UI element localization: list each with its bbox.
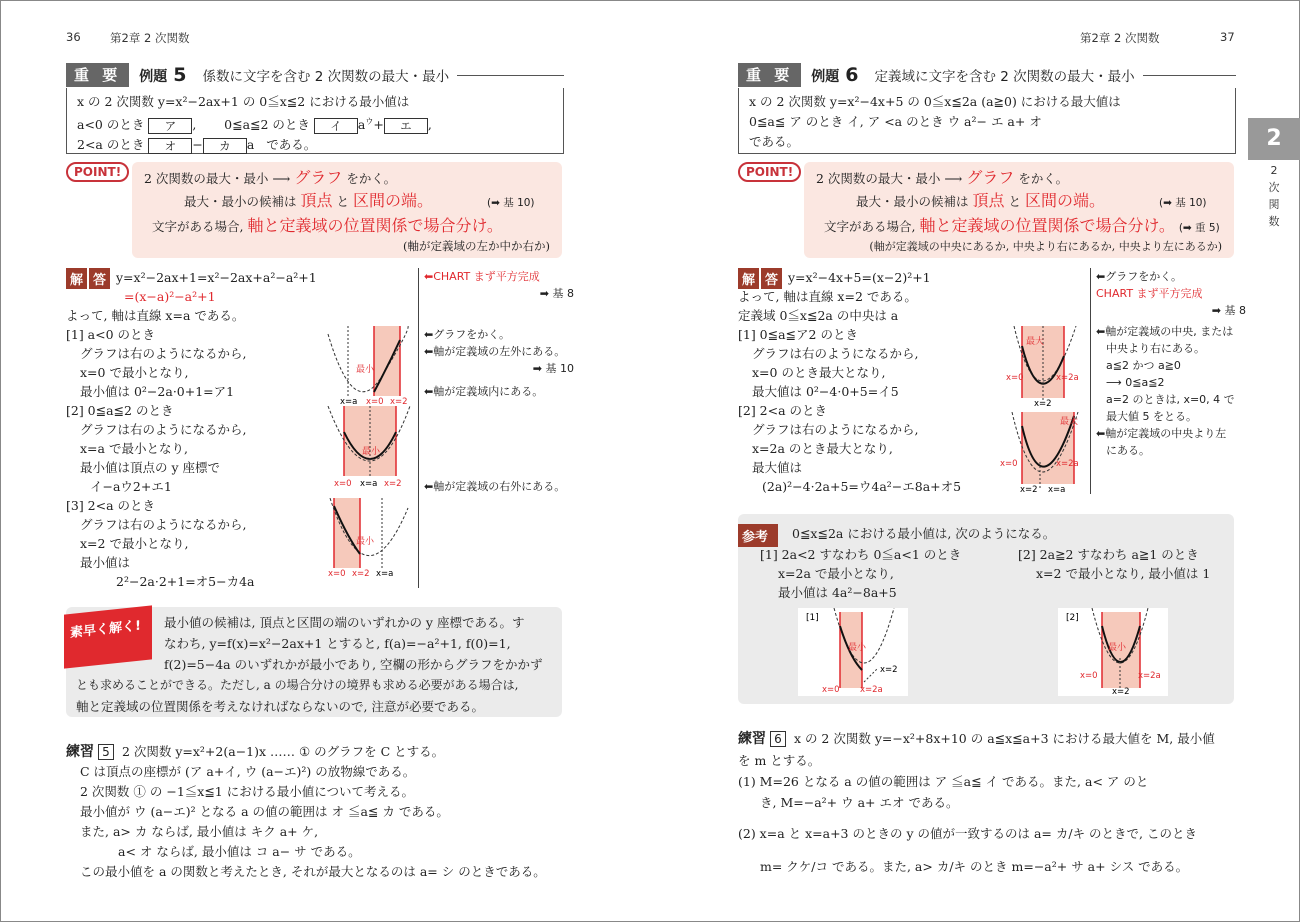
solution-line: [2] 2<a のとき	[738, 403, 828, 418]
graph-r-case2	[1000, 412, 1086, 496]
solution-line: x=2a のとき最大となり,	[752, 441, 893, 456]
question-line: 2<a のとき オ − カ a である。	[77, 137, 317, 153]
question-line: x の 2 次関数 y=x²−4x+5 の 0≦x≦2a (a≧0) における最大値は	[749, 94, 1121, 109]
graph-label: x=2	[384, 479, 402, 488]
question-line: である。	[749, 134, 800, 149]
note: ➡ 基 8	[1211, 304, 1246, 317]
note: ⬅軸が定義域の右外にある。	[424, 480, 566, 493]
drill-line: この最小値を a の関数と考えたとき, それが最大となるのは a= シ のときである。	[80, 864, 546, 879]
quick-solve-tag: 素早く解く!	[64, 605, 152, 668]
solution-line: [1] a<0 のとき	[66, 327, 156, 342]
drill-line: 練習 6 x の 2 次関数 y=−x²+8x+10 の a≦x≦a+3 における最大値を M, 最小値	[738, 731, 1215, 747]
graph-label: [2]	[1066, 613, 1079, 623]
graph-label: x=2a	[1056, 373, 1079, 383]
example-header-6	[738, 62, 1236, 88]
drill-line: m= クケ/コ である。また, a> カ/キ のとき m=−a²+ サ a+ シス である。	[760, 859, 1189, 874]
quick-solve-text	[76, 612, 556, 717]
graph-r-case1	[1006, 326, 1086, 410]
solution-line: グラフは右のようになるから,	[80, 517, 247, 532]
note: 最大値 5 をとる。	[1106, 410, 1197, 423]
point-tag: POINT!	[66, 162, 129, 182]
divider	[418, 268, 419, 588]
note: ⬅グラフをかく。	[1096, 270, 1182, 283]
margin-notes-5	[424, 268, 574, 495]
practice-5	[66, 742, 576, 882]
point-line: (軸が定義域の中央にあるか, 中央より右にあるか, 中央より左にあるか)	[869, 240, 1222, 253]
graph-label: x=2	[1112, 687, 1130, 696]
reference-line: x=2a で最小となり,	[778, 566, 894, 581]
graph-label: x=0	[1080, 671, 1098, 681]
solution-line: =(x−a)²−a²+1	[124, 289, 216, 304]
point-line: 2 次関数の最大・最小 ⟶ グラフ をかく。	[816, 168, 1069, 187]
note: ⬅軸が定義域の左外にある。	[424, 345, 566, 358]
point-tag: POINT!	[738, 162, 801, 182]
chapter-side-label: 2次関数	[1268, 164, 1280, 228]
drill-line: (1) M=26 となる a の値の範囲は ア ≦a≦ イ である。また, a< ア のと	[738, 774, 1149, 789]
graph-case2	[326, 406, 412, 488]
solution-line: [2] 0≦a≦2 のとき	[66, 403, 174, 418]
solution-line: x=0 で最小となり,	[80, 365, 189, 380]
example-header-5	[66, 62, 564, 88]
graph-case1	[326, 326, 412, 406]
reference-intro: 0≦x≦2a における最小値は, 次のようになる。	[792, 526, 1056, 541]
note: ⬅軸が定義域の中央より左	[1096, 427, 1227, 440]
example-label: 例題 6	[811, 64, 859, 86]
graph-label: x=2a	[1056, 459, 1079, 469]
graph-label: [1]	[806, 613, 819, 623]
solution-line: x=0 のとき最大となり,	[752, 365, 886, 380]
point-line: 最大・最小の候補は 頂点 と 区間の端。 (➡ 基 10)	[184, 191, 535, 210]
reference-line: x=2 で最小となり, 最小値は 1	[1036, 566, 1211, 581]
important-tag: 重 要	[66, 63, 129, 87]
graph-label: x=0	[1006, 373, 1024, 383]
graph-label: x=0	[334, 479, 352, 488]
graph-label: x=2	[1020, 485, 1038, 495]
solution-line: 2²−2a·2+1=オ5−カ4a	[116, 574, 255, 589]
graph-case3	[326, 498, 412, 578]
quick-line: 最小値の候補は, 頂点と区間の端のいずれかの y 座標である。す	[164, 615, 525, 630]
margin-notes-6	[1096, 268, 1246, 459]
example-title: 係数に文字を含む 2 次関数の最大・最小	[202, 69, 450, 85]
quick-line: 軸と定義域の位置関係を考えなければならないので, 注意が必要である。	[76, 699, 484, 714]
point-box	[804, 162, 1234, 258]
drill-line: また, a> カ ならば, 最小値は キク a+ ケ,	[80, 824, 319, 839]
solution-line: グラフは右のようになるから,	[80, 346, 247, 361]
solution-line: 最小値は頂点の y 座標で	[80, 460, 221, 475]
note: 中央より右にある。	[1106, 342, 1205, 355]
chapter-side-tab[interactable]: 2	[1248, 118, 1300, 160]
note: ➡ 基 10	[532, 362, 574, 375]
note: CHART まず平方完成	[1096, 287, 1203, 300]
graph-label: x=2a	[1138, 671, 1161, 681]
point-line: (軸が定義域の左か中か右か)	[403, 239, 550, 253]
note: a=2 のときは, x=0, 4 で	[1106, 393, 1235, 406]
drill-line: 練習 5 2 次関数 y=x²+2(a−1)x …… ① のグラフを C とする。	[66, 744, 445, 760]
note: ⬅グラフをかく。	[424, 328, 510, 341]
reference-line: 最小値は 4a²−8a+5	[778, 585, 897, 600]
solution-line: 最小値は 0²−2a·0+1=ア1	[80, 384, 235, 399]
solution-line: [1] 0≦a≦ア2 のとき	[738, 327, 858, 342]
reference-graph-1	[798, 608, 908, 696]
example-label: 例題 5	[139, 64, 187, 86]
point-line: 最大・最小の候補は 頂点 と 区間の端。 (➡ 基 10)	[856, 191, 1207, 210]
graph-label: x=a	[376, 569, 394, 578]
drill-line: き, M=−a²+ ウ a+ エオ である。	[760, 795, 959, 810]
solution-line: y=x²−4x+5=(x−2)²+1	[788, 270, 931, 285]
note: ⬅軸が定義域内にある。	[424, 385, 544, 398]
solution-line: 定義域 0≦x≦2a の中央は a	[738, 308, 899, 323]
note: ⬅軸が定義域の中央, または	[1096, 325, 1234, 338]
drill-line: 2 次関数 ① の −1≦x≦1 における最小値について考える。	[80, 784, 414, 799]
important-tag: 重 要	[738, 63, 801, 87]
note: にある。	[1106, 444, 1150, 457]
note: a≦2 かつ a≧0	[1106, 359, 1181, 372]
example-title: 定義域に文字を含む 2 次関数の最大・最小	[874, 69, 1135, 85]
solution-line: (2a)²−4·2a+5=ウ4a²−エ8a+オ5	[762, 479, 962, 494]
solution-line: x=2 で最小となり,	[80, 536, 189, 551]
solution-line: よって, 軸は直線 x=a である。	[66, 308, 245, 323]
solution-line: 最大値は 0²−4·0+5=イ5	[752, 384, 899, 399]
drill-line: C は頂点の座標が (ア a+イ, ウ (a−エ)²) の放物線である。	[80, 764, 416, 779]
right-page	[650, 0, 1300, 922]
drill-line: を m とする。	[738, 753, 821, 768]
graph-label: x=a	[360, 479, 378, 488]
drill-line: (2) x=a と x=a+3 のときの y の値が一致するのは a= カ/キ のときで, このとき	[738, 826, 1197, 841]
graph-label: x=2	[880, 665, 898, 675]
graph-label: x=2	[390, 397, 408, 406]
note: ⬅CHART まず平方完成	[424, 270, 540, 283]
answer-tag: 解 答	[738, 268, 784, 289]
solution-line: グラフは右のようになるから,	[752, 422, 919, 437]
graph-label: x=0	[328, 569, 346, 578]
solution-line: グラフは右のようになるから,	[752, 346, 919, 361]
graph-label: x=2	[1034, 399, 1052, 409]
point-box	[132, 162, 562, 258]
graph-label: x=a	[340, 397, 358, 406]
reference-tag: 参考	[738, 524, 778, 547]
solution-line: グラフは右のようになるから,	[80, 422, 247, 437]
drill-line: 最小値が ウ (a−エ)² となる a の値の範囲は オ ≦a≦ カ である。	[80, 804, 449, 819]
graph-label: 最小	[362, 447, 381, 457]
reference-line: [1] 2a<2 すなわち 0≦a<1 のとき	[760, 547, 962, 562]
graph-label: x=0	[366, 397, 384, 406]
solution-line: [3] 2<a のとき	[66, 498, 156, 513]
note: ⟶ 0≦a≦2	[1106, 376, 1165, 389]
graph-label: 最小	[356, 537, 375, 547]
solution-line: イ−aウ2+エ1	[90, 479, 172, 494]
note: ➡ 基 8	[539, 287, 574, 300]
graph-label: x=0	[822, 685, 840, 695]
answer-tag: 解 答	[66, 268, 112, 289]
drill-line: a< オ ならば, 最小値は コ a− サ である。	[118, 844, 361, 859]
reference-line: [2] 2a≧2 すなわち a≧1 のとき	[1018, 547, 1199, 562]
question-line: 0≦a≦ ア のとき イ, ア <a のとき ウ a²− エ a+ オ	[749, 114, 1042, 129]
graph-label: 最小	[356, 365, 375, 375]
page-number-right: 37	[1220, 30, 1235, 44]
graph-label: 最大	[1060, 417, 1079, 427]
question-line: a<0 のとき ア , 0≦a≦2 のとき イ $a^ウ+$ エ ,	[77, 117, 432, 133]
solution-line: 最大値は	[752, 460, 803, 475]
graph-label: x=2	[352, 569, 370, 578]
solution-line: 最小値は	[80, 555, 131, 570]
graph-label: x=2a	[860, 685, 883, 695]
question-line: x の 2 次関数 y=x²−2ax+1 の 0≦x≦2 における最小値は	[77, 94, 410, 109]
solution-line: x=a で最小となり,	[80, 441, 188, 456]
question-box-6	[738, 88, 1236, 154]
graph-label: 最小	[1108, 643, 1127, 653]
point-line: 2 次関数の最大・最小 ⟶ グラフ をかく。	[144, 168, 397, 187]
question-box-5	[66, 88, 564, 154]
page-number-left: 36	[66, 30, 81, 44]
reference-case1	[760, 545, 961, 602]
quick-line: なわち, y=f(x)=x²−2ax+1 とすると, f(a)=−a²+1, f(0)=1,	[164, 636, 511, 651]
graph-label: 最小	[848, 643, 867, 653]
point-line: 文字がある場合, 軸と定義域の位置関係で場合分け。	[152, 216, 503, 235]
quick-line: とも求めることができる。ただし, a の場合分けの境界も求める必要がある場合は,	[76, 678, 519, 692]
chapter-header-right: 第2章 2 次関数	[1080, 31, 1160, 45]
solution-6	[738, 268, 998, 496]
solution-line: y=x²−2ax+1=x²−2ax+a²−a²+1	[116, 270, 317, 285]
reference-case2	[1018, 545, 1210, 583]
reference-graph-2	[1058, 608, 1168, 696]
practice-6	[738, 728, 1238, 877]
chapter-header-left: 第2章 2 次関数	[110, 31, 190, 45]
quick-line: f(2)=5−4a のいずれかが最小であり, 空欄の形からグラフをかかず	[164, 657, 543, 672]
divider	[1090, 268, 1091, 494]
solution-line: よって, 軸は直線 x=2 である。	[738, 289, 917, 304]
point-line: 文字がある場合, 軸と定義域の位置関係で場合分け。 (➡ 重 5)	[824, 216, 1220, 235]
graph-label: x=a	[1048, 485, 1066, 495]
graph-label: x=0	[1000, 459, 1018, 469]
graph-label: 最大	[1026, 337, 1045, 347]
